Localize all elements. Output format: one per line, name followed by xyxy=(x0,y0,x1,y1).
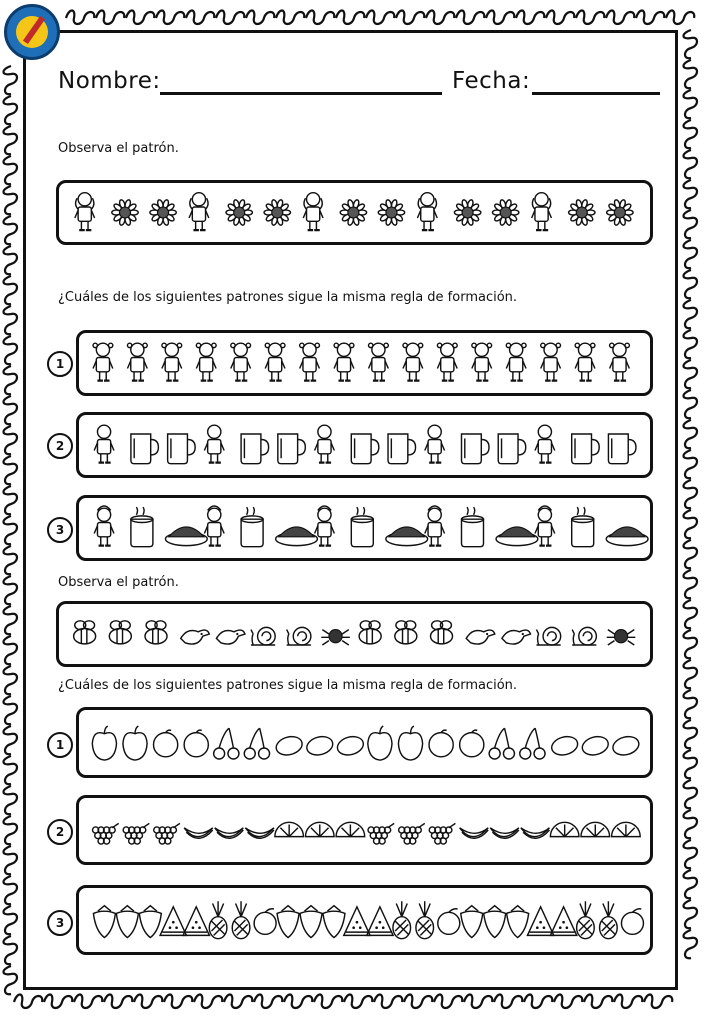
pineapple-icon xyxy=(232,901,250,938)
child-icon xyxy=(437,343,457,380)
option-sequence-1c xyxy=(79,498,650,558)
girl-icon xyxy=(532,193,552,230)
sunflower-icon xyxy=(607,199,633,226)
banana-icon xyxy=(245,828,274,838)
cherry-icon xyxy=(244,728,269,759)
mug-icon xyxy=(608,434,636,464)
grapes-icon xyxy=(368,823,394,844)
banana-icon xyxy=(521,828,550,838)
sunflower-icon xyxy=(264,199,290,226)
option-number-2c: 3 xyxy=(47,910,73,936)
plate-icon xyxy=(496,527,538,546)
pineapple-icon xyxy=(393,901,411,938)
child-icon xyxy=(300,343,320,380)
sunflower-icon xyxy=(492,199,518,226)
snail-icon xyxy=(536,627,560,645)
option-number-1c: 3 xyxy=(47,517,73,543)
peach-icon xyxy=(438,909,460,935)
name-field[interactable] xyxy=(160,92,442,95)
option-box-1c[interactable] xyxy=(76,495,653,561)
sunflower-icon xyxy=(569,199,595,226)
orange-slice-icon xyxy=(612,822,641,836)
sunflower-icon xyxy=(112,199,138,226)
bird-icon xyxy=(181,630,210,644)
child-icon xyxy=(403,343,423,380)
apple-icon xyxy=(398,726,422,760)
option-number-2a: 1 xyxy=(47,732,73,758)
lemon-icon xyxy=(611,734,641,758)
plate-icon xyxy=(276,527,318,546)
orange-slice-icon xyxy=(275,822,304,836)
girl-icon xyxy=(417,193,437,230)
pot-icon xyxy=(351,507,373,547)
mug-icon xyxy=(462,434,490,464)
child-icon xyxy=(506,343,526,380)
pineapple-icon xyxy=(600,901,618,938)
option-box-2c[interactable] xyxy=(76,885,653,955)
spider-icon xyxy=(321,630,350,645)
child-icon xyxy=(231,343,251,380)
child-icon xyxy=(369,343,389,380)
banana-icon xyxy=(490,828,519,838)
watermelon-icon xyxy=(344,907,370,936)
pattern-sequence-2 xyxy=(59,604,650,664)
option-sequence-1b xyxy=(79,415,650,475)
orange-slice-icon xyxy=(305,822,334,836)
child-icon xyxy=(196,343,216,380)
strawberry-icon xyxy=(116,906,138,938)
orange-slice-icon xyxy=(581,822,610,836)
strawberry-icon xyxy=(484,906,506,938)
child-icon xyxy=(610,343,630,380)
snail-icon xyxy=(572,627,596,645)
boy-icon xyxy=(94,425,114,462)
cherry-icon xyxy=(520,728,545,759)
pot-icon xyxy=(462,507,484,547)
option-box-1b[interactable] xyxy=(76,412,653,478)
bee-icon xyxy=(145,621,167,644)
bee-icon xyxy=(109,621,131,644)
child-icon xyxy=(162,343,182,380)
cherry-icon xyxy=(214,728,239,759)
strawberry-icon xyxy=(93,906,115,938)
grapes-icon xyxy=(123,823,149,844)
strawberry-icon xyxy=(507,906,529,938)
mug-icon xyxy=(168,434,196,464)
lemon-icon xyxy=(335,734,365,758)
bee-icon xyxy=(395,621,417,644)
boy-icon xyxy=(204,425,224,462)
grapes-icon xyxy=(399,823,425,844)
bee-icon xyxy=(431,621,453,644)
option-sequence-2a xyxy=(79,710,650,775)
apple-icon xyxy=(123,726,147,760)
girl-icon xyxy=(189,193,209,230)
mug-icon xyxy=(131,434,159,464)
strawberry-icon xyxy=(461,906,483,938)
grapes-icon xyxy=(154,823,180,844)
grapes-icon xyxy=(429,823,455,844)
orange-icon xyxy=(460,730,484,757)
option-sequence-1a xyxy=(79,333,650,393)
bee-icon xyxy=(74,621,96,644)
pot-icon xyxy=(241,507,263,547)
orange-slice-icon xyxy=(336,822,365,836)
child-icon xyxy=(334,343,354,380)
watermelon-icon xyxy=(527,907,553,936)
bird-icon xyxy=(216,630,245,644)
peach-icon xyxy=(621,909,643,935)
instruction-observe-1: Observa el patrón. xyxy=(58,141,179,156)
lemon-icon xyxy=(274,734,304,758)
sunflower-icon xyxy=(226,199,252,226)
snail-icon xyxy=(251,627,275,645)
apple-icon xyxy=(368,726,392,760)
option-number-2b: 2 xyxy=(47,819,73,845)
sunflower-icon xyxy=(340,199,366,226)
mug-icon xyxy=(351,434,379,464)
option-sequence-2b xyxy=(79,798,650,862)
apple-icon xyxy=(92,726,116,760)
sunflower-icon xyxy=(454,199,480,226)
boy-icon xyxy=(425,425,445,462)
grapes-icon xyxy=(93,823,119,844)
boy-icon xyxy=(315,425,335,462)
orange-icon xyxy=(429,730,453,757)
child-icon xyxy=(93,343,113,380)
strawberry-icon xyxy=(139,906,161,938)
name-label: Nombre: xyxy=(58,68,161,94)
pineapple-icon xyxy=(416,901,434,938)
instruction-question-1: ¿Cuáles de los siguientes patrones sigue la misma regla de formación. xyxy=(58,290,518,305)
lemon-icon xyxy=(550,734,580,758)
bird-icon xyxy=(466,630,495,644)
worksheet-header xyxy=(58,66,668,100)
watermelon-icon xyxy=(183,907,209,936)
watermelon-icon xyxy=(160,907,186,936)
pineapple-icon xyxy=(209,901,227,938)
date-field[interactable] xyxy=(532,92,660,95)
spider-icon xyxy=(607,630,636,645)
orange-slice-icon xyxy=(550,822,579,836)
child-icon xyxy=(127,343,147,380)
peach-icon xyxy=(254,909,276,935)
orange-icon xyxy=(154,730,178,757)
mug-icon xyxy=(572,434,600,464)
child-icon xyxy=(541,343,561,380)
banana-icon xyxy=(460,828,489,838)
site-logo xyxy=(4,4,60,60)
girl-icon xyxy=(75,193,95,230)
lemon-icon xyxy=(580,734,610,758)
mug-icon xyxy=(241,434,269,464)
chef-icon xyxy=(94,506,114,546)
pattern-box-2 xyxy=(56,601,653,667)
girl-icon xyxy=(303,193,323,230)
pattern-sequence-1 xyxy=(59,183,650,242)
pot-icon xyxy=(131,507,153,547)
option-number-1b: 2 xyxy=(47,433,73,459)
instruction-question-2: ¿Cuáles de los siguientes patrones sigue la misma regla de formación. xyxy=(58,678,518,693)
strawberry-icon xyxy=(300,906,322,938)
option-number-1a: 1 xyxy=(47,351,73,377)
cherry-icon xyxy=(489,728,514,759)
date-label: Fecha: xyxy=(452,68,531,94)
orange-icon xyxy=(184,730,208,757)
option-box-1a[interactable] xyxy=(76,330,653,396)
mug-icon xyxy=(388,434,416,464)
snail-icon xyxy=(287,627,311,645)
plate-icon xyxy=(606,527,648,546)
watermelon-icon xyxy=(550,907,576,936)
plate-icon xyxy=(165,527,207,546)
sunflower-icon xyxy=(150,199,176,226)
banana-icon xyxy=(215,828,244,838)
bee-icon xyxy=(359,621,381,644)
strawberry-icon xyxy=(323,906,345,938)
lemon-icon xyxy=(305,734,335,758)
pattern-box-1 xyxy=(56,180,653,245)
pot-icon xyxy=(572,507,594,547)
child-icon xyxy=(575,343,595,380)
child-icon xyxy=(472,343,492,380)
sunflower-icon xyxy=(378,199,404,226)
boy-icon xyxy=(535,425,555,462)
option-sequence-2c xyxy=(79,888,650,952)
bird-icon xyxy=(502,630,531,644)
pineapple-icon xyxy=(577,901,595,938)
option-box-2a[interactable] xyxy=(76,707,653,778)
option-box-2b[interactable] xyxy=(76,795,653,865)
mug-icon xyxy=(498,434,525,464)
strawberry-icon xyxy=(277,906,299,938)
child-icon xyxy=(265,343,285,380)
banana-icon xyxy=(184,828,213,838)
instruction-observe-2: Observa el patrón. xyxy=(58,575,179,590)
plate-icon xyxy=(386,527,428,546)
watermelon-icon xyxy=(367,907,393,936)
mug-icon xyxy=(278,434,306,464)
